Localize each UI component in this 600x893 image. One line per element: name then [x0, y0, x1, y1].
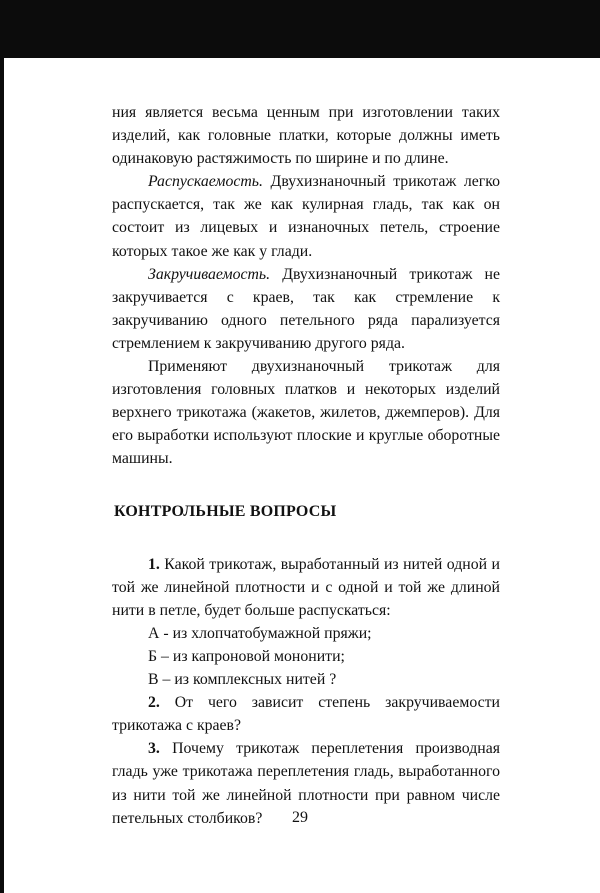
paragraph-raspuskaemost	[112, 170, 500, 262]
paragraph-body: Двухизнаночный трикотаж не закручивается с краев, так как стремление к закручиванию одного петельного ряда парализуется стремлением к закручиванию другого ряда.	[112, 265, 500, 352]
paragraph-zakruchivaemost	[112, 263, 500, 355]
question-text: От чего зависит степень закручиваемости трикотажа с краев?	[112, 694, 500, 735]
page-text	[112, 101, 500, 830]
term-raspuskaemost: Распускаемость.	[148, 173, 263, 191]
question-text: Почему трикотаж переплетения производная гладь уже трикотажа переплетения гладь, выработанного из нити той же линейной плотности при равном числе петельных столбиков?	[112, 740, 500, 827]
answer-option-v: В – из комплексных нитей ?	[148, 671, 337, 689]
question-text: Какой трикотаж, выработанный из нитей одной и той же линейной плотности и с одной и той же длиной нити в петле, будет больше распускаться:	[112, 555, 500, 619]
question-number: 3.	[148, 740, 160, 758]
paragraph-continued: ния является весьма ценным при изготовлении таких изделий, как головные платки, которые должны иметь одинаковую растяжимость по ширине и по длине.	[112, 104, 500, 168]
paragraph-body: Двухизнаночный трикотаж легко распускается, так же как кулирная гладь, так как он состоит из лицевых и изнаночных петель, строение которых такое же как у глади.	[112, 173, 500, 260]
answer-option-a: А - из хлопчатобумажной пряжи;	[148, 624, 372, 642]
scan-top-edge	[0, 0, 600, 58]
question-1	[112, 553, 500, 622]
section-heading: КОНТРОЛЬНЫЕ ВОПРОСЫ	[114, 502, 337, 520]
question-number: 2.	[148, 694, 160, 712]
term-zakruchivaemost: Закручиваемость.	[148, 265, 271, 283]
scan-left-edge	[0, 0, 4, 893]
question-2	[112, 691, 500, 737]
question-number: 1.	[148, 555, 160, 573]
paragraph-primenenie: Применяют двухизнаночный трикотаж для изготовления головных платков и некоторых изделий верхнего трикотажа (жакетов, жилетов, джемперов). Для его выработки используют плоские и круглые оборотные машины.	[112, 358, 500, 468]
answer-option-b: Б – из капроновой мононити;	[148, 647, 345, 665]
page-number: 29	[292, 809, 308, 826]
